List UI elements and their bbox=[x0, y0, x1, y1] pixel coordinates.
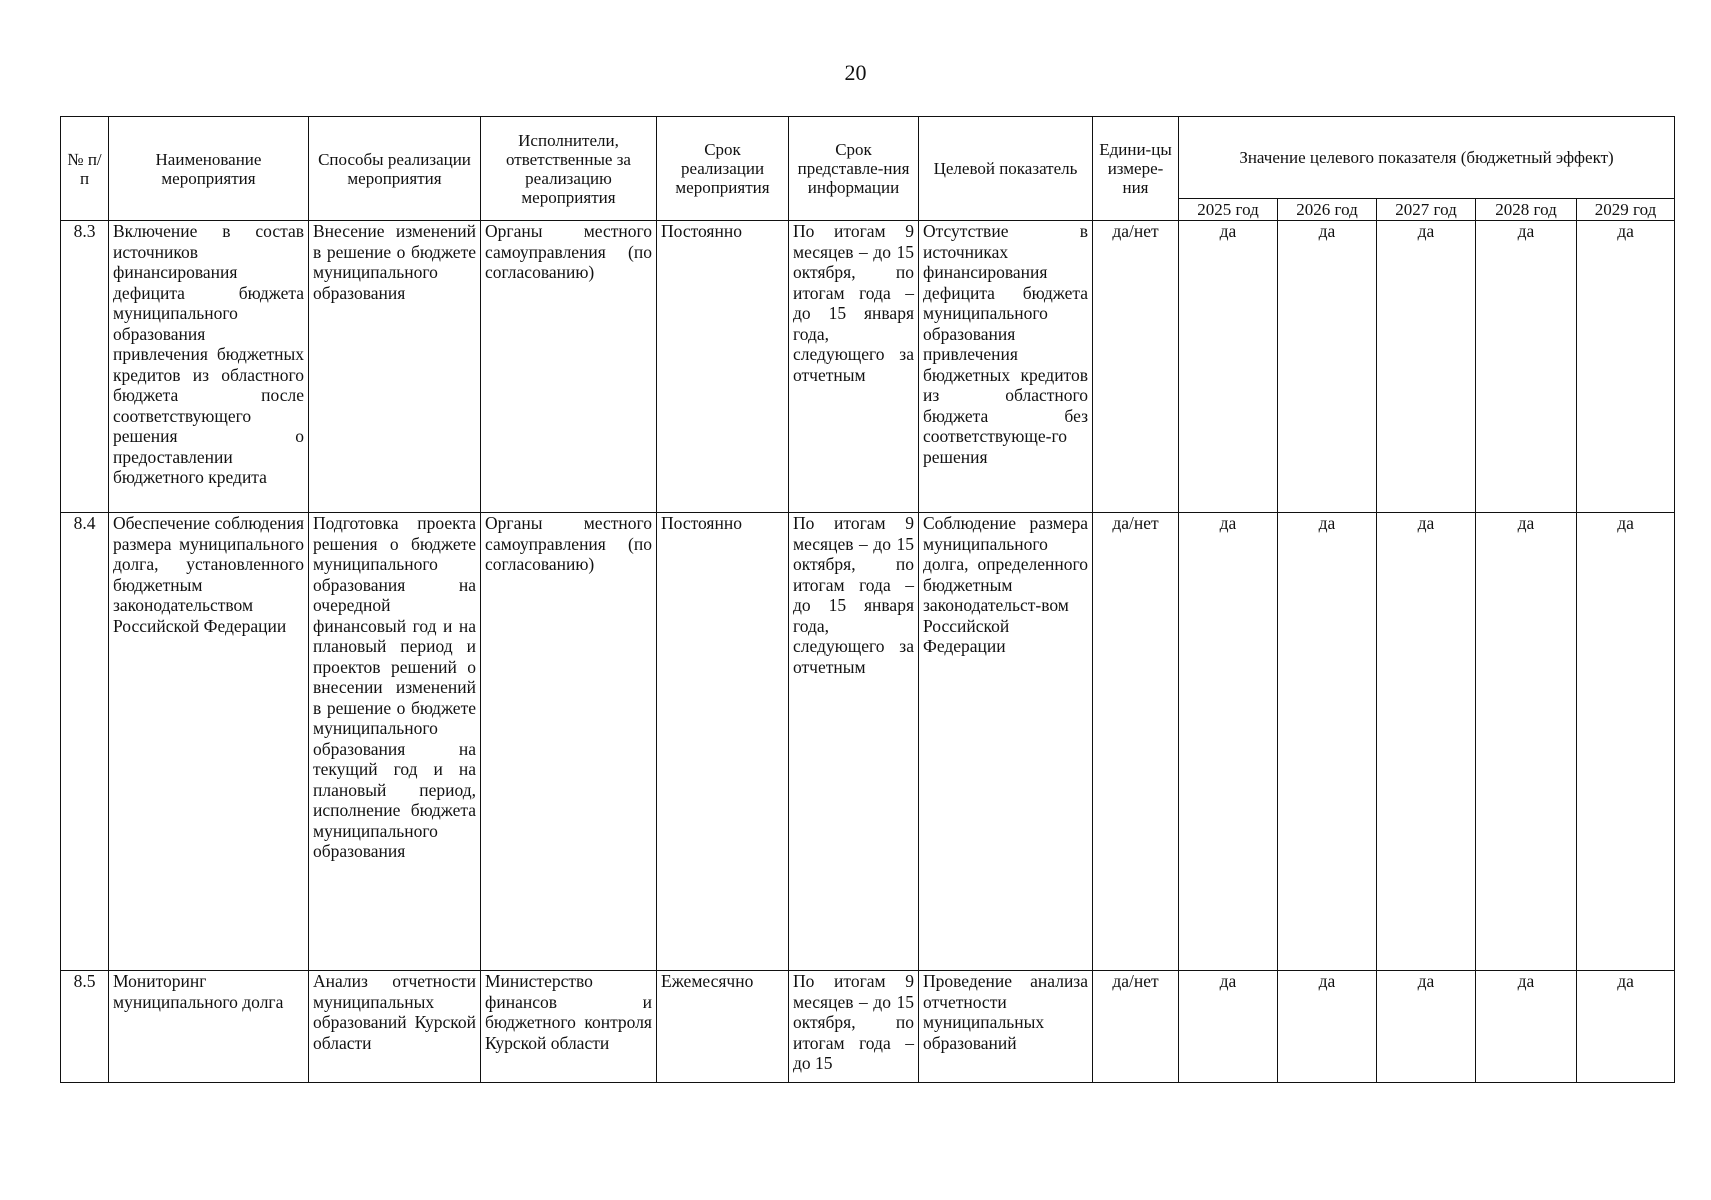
row-value: да bbox=[1577, 971, 1675, 1083]
row-units: да/нет bbox=[1093, 221, 1179, 513]
row-units: да/нет bbox=[1093, 971, 1179, 1083]
row-methods: Анализ отчетности муниципальных образований Курской области bbox=[309, 971, 481, 1083]
header-year: 2027 год bbox=[1377, 199, 1476, 221]
row-value: да bbox=[1577, 513, 1675, 971]
header-name: Наименование мероприятия bbox=[109, 117, 309, 221]
header-methods: Способы реализации мероприятия bbox=[309, 117, 481, 221]
row-target: Соблюдение размера муниципального долга, определенного бюджетным законодательст-вом Российской Федерации bbox=[919, 513, 1093, 971]
row-name: Обеспечение соблюдения размера муниципального долга, установленного бюджетным законодательством Российской Федерации bbox=[109, 513, 309, 971]
row-executors: Органы местного самоуправления (по согласованию) bbox=[481, 221, 657, 513]
row-value: да bbox=[1278, 221, 1377, 513]
row-report-term: По итогам 9 месяцев – до 15 октября, по итогам года – до 15 bbox=[789, 971, 919, 1083]
header-year: 2025 год bbox=[1179, 199, 1278, 221]
row-num: 8.4 bbox=[61, 513, 109, 971]
header-units: Едини-цы измере-ния bbox=[1093, 117, 1179, 221]
row-value: да bbox=[1179, 221, 1278, 513]
header-year: 2028 год bbox=[1476, 199, 1577, 221]
row-value: да bbox=[1476, 971, 1577, 1083]
row-num: 8.3 bbox=[61, 221, 109, 513]
row-name: Мониторинг муниципального долга bbox=[109, 971, 309, 1083]
row-report-term: По итогам 9 месяцев – до 15 октября, по итогам года – до 15 января года, следующего за отчетным bbox=[789, 513, 919, 971]
page-number: 20 bbox=[844, 60, 867, 85]
header-target: Целевой показатель bbox=[919, 117, 1093, 221]
row-value: да bbox=[1179, 971, 1278, 1083]
row-target: Проведение анализа отчетности муниципальных образований bbox=[919, 971, 1093, 1083]
row-value: да bbox=[1476, 513, 1577, 971]
row-value: да bbox=[1377, 971, 1476, 1083]
row-executors: Органы местного самоуправления (по согласованию) bbox=[481, 513, 657, 971]
row-term: Постоянно bbox=[657, 221, 789, 513]
row-value: да bbox=[1577, 221, 1675, 513]
row-value: да bbox=[1179, 513, 1278, 971]
header-num: № п/п bbox=[61, 117, 109, 221]
header-year: 2026 год bbox=[1278, 199, 1377, 221]
row-value: да bbox=[1476, 221, 1577, 513]
header-year: 2029 год bbox=[1577, 199, 1675, 221]
row-num: 8.5 bbox=[61, 971, 109, 1083]
row-report-term: По итогам 9 месяцев – до 15 октября, по итогам года – до 15 января года, следующего за отчетным bbox=[789, 221, 919, 513]
table-row bbox=[61, 513, 1675, 971]
row-value: да bbox=[1377, 221, 1476, 513]
row-methods: Внесение изменений в решение о бюджете муниципального образования bbox=[309, 221, 481, 513]
row-units: да/нет bbox=[1093, 513, 1179, 971]
header-row bbox=[61, 117, 1675, 199]
table-row bbox=[61, 221, 1675, 513]
row-term: Постоянно bbox=[657, 513, 789, 971]
header-report-term: Срок представле-ния информации bbox=[789, 117, 919, 221]
table-row bbox=[61, 971, 1675, 1083]
row-term: Ежемесячно bbox=[657, 971, 789, 1083]
row-name: Включение в состав источников финансирования дефицита бюджета муниципального образования привлечения бюджетных кредитов из областного бюджета после соответствующего решения о предоставлении бюджетного кредита bbox=[109, 221, 309, 513]
header-term: Срок реализации мероприятия bbox=[657, 117, 789, 221]
row-executors: Министерство финансов и бюджетного контроля Курской области bbox=[481, 971, 657, 1083]
row-methods: Подготовка проекта решения о бюджете муниципального образования на очередной финансовый год и на плановый период и проектов решений о внесении изменений в решение о бюджете муниципального образования на текущий год и на плановый период, исполнение бюджета муниципального образования bbox=[309, 513, 481, 971]
row-value: да bbox=[1377, 513, 1476, 971]
row-target: Отсутствие в источниках финансирования дефицита бюджета муниципального образования привлечения бюджетных кредитов из областного бюджета без соответствующе-го решения bbox=[919, 221, 1093, 513]
measures-table bbox=[60, 116, 1675, 1083]
row-value: да bbox=[1278, 971, 1377, 1083]
row-value: да bbox=[1278, 513, 1377, 971]
header-value-group: Значение целевого показателя (бюджетный эффект) bbox=[1179, 117, 1675, 199]
header-executors: Исполнители, ответственные за реализацию мероприятия bbox=[481, 117, 657, 221]
